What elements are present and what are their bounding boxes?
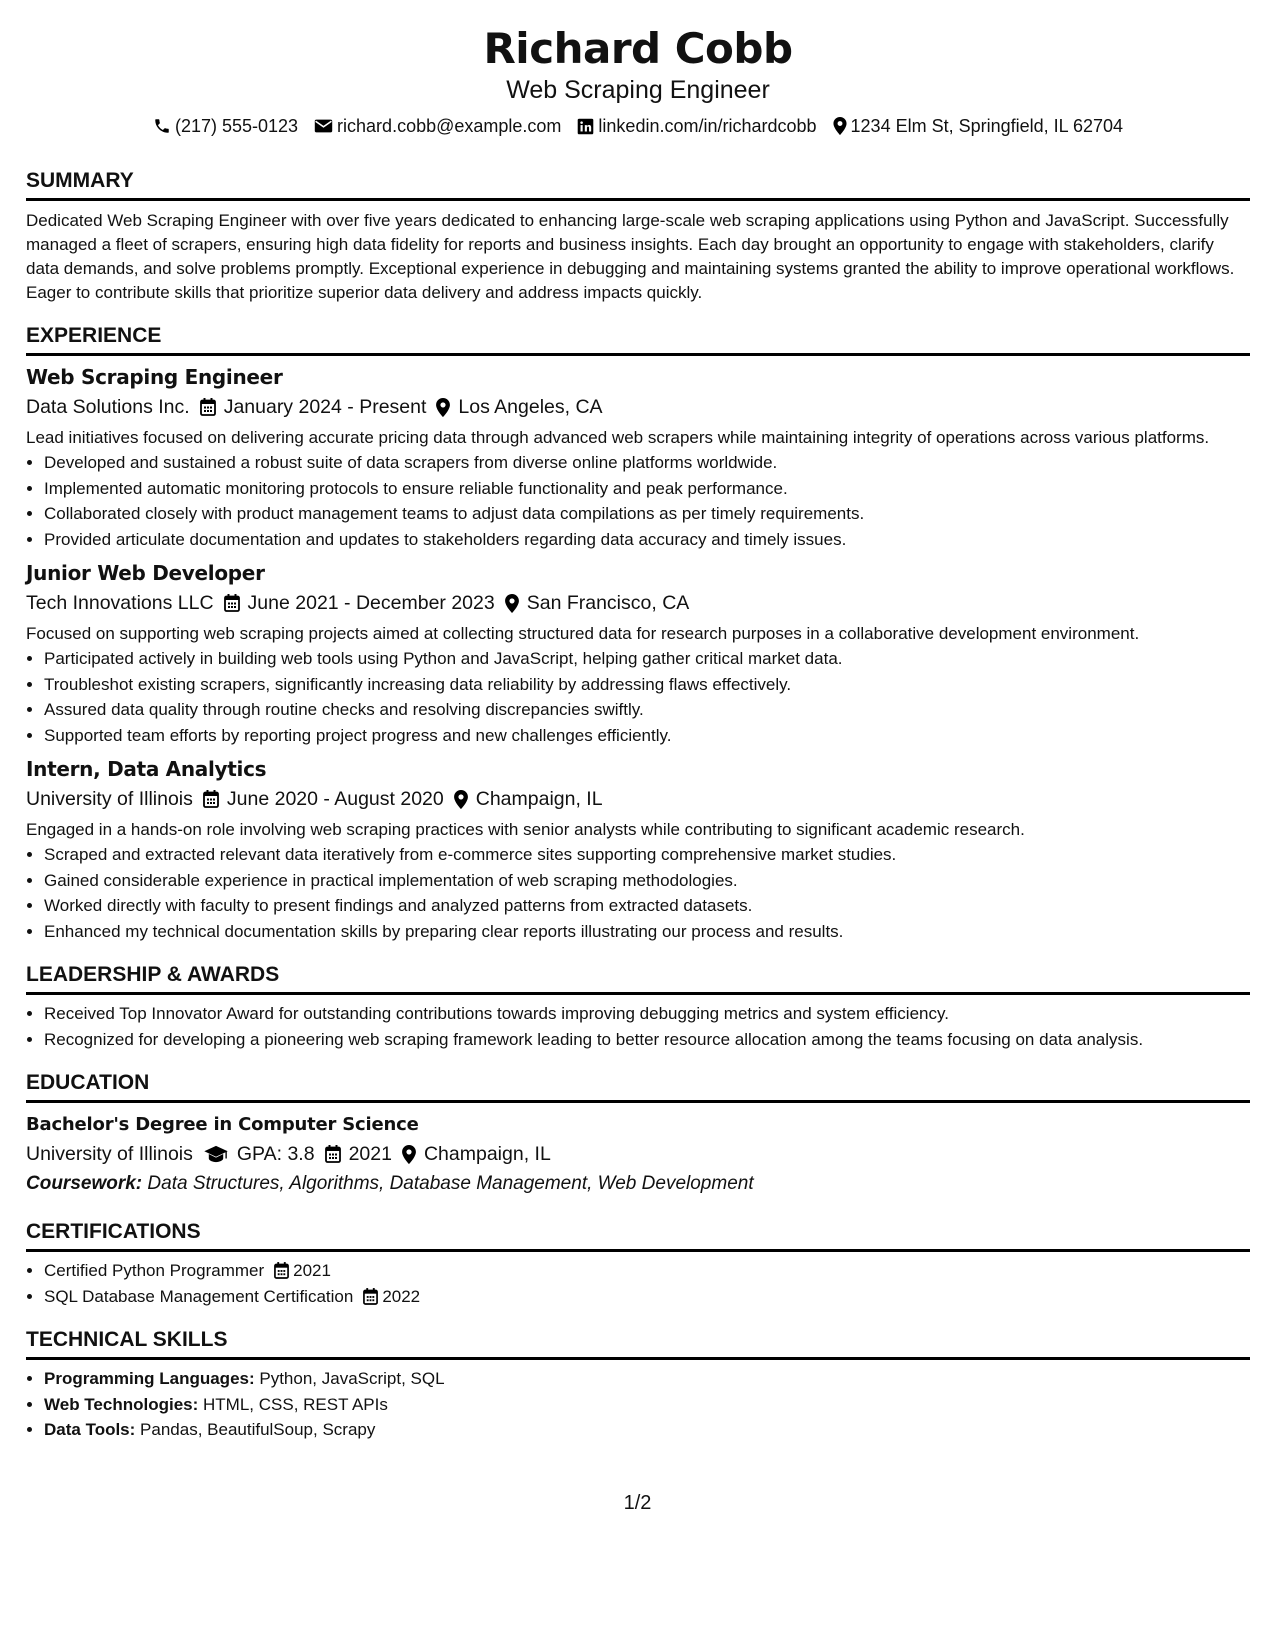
list-item xyxy=(44,1284,1250,1310)
gpa-text: GPA: 3.8 xyxy=(236,1143,315,1165)
skill-label: Programming Languages: xyxy=(44,1369,255,1388)
coursework-text: Data Structures, Algorithms, Database Management, Web Development xyxy=(147,1173,754,1194)
skill-label: Data Tools: xyxy=(44,1420,136,1439)
calendar-icon xyxy=(274,1262,289,1279)
skills-list xyxy=(26,1366,1250,1443)
job-location xyxy=(505,588,690,618)
cert-name: • Certified Python Programmer xyxy=(44,1261,265,1280)
list-item: • Provided articulate documentation and updates to stakeholders regarding data accuracy and timely issues. xyxy=(44,527,1250,553)
contact-linkedin[interactable] xyxy=(577,114,816,138)
dates-text: June 2020 - August 2020 xyxy=(226,788,444,810)
contact-phone xyxy=(153,114,298,138)
education-gpa xyxy=(203,1139,315,1169)
location-pin-icon xyxy=(505,594,519,613)
resume-page xyxy=(26,0,1250,1443)
calendar-icon xyxy=(325,1145,341,1163)
email-text: richard.cobb@example.com xyxy=(337,116,562,136)
address-text: 1234 Elm St, Springfield, IL 62704 xyxy=(850,116,1124,136)
list-item xyxy=(44,1258,1250,1284)
summary-heading: SUMMARY xyxy=(26,168,1250,201)
calendar-icon xyxy=(200,398,216,416)
job-description: Focused on supporting web scraping projects aimed at collecting structured data for research purposes in a collaborative development environment. xyxy=(26,624,1140,643)
leadership-heading: LEADERSHIP & AWARDS xyxy=(26,962,1250,995)
calendar-icon xyxy=(203,790,219,808)
skill-value: HTML, CSS, REST APIs xyxy=(203,1394,388,1414)
location-text: Champaign, IL xyxy=(475,788,603,810)
candidate-title: Web Scraping Engineer xyxy=(506,76,770,104)
location-pin-icon xyxy=(436,398,450,417)
envelope-icon xyxy=(314,118,333,134)
contact-line xyxy=(26,114,1250,138)
location-pin-icon xyxy=(833,117,847,135)
education-year xyxy=(325,1139,392,1169)
coursework-label: Coursework: xyxy=(26,1173,143,1194)
year-text: 2021 xyxy=(348,1143,392,1165)
cert-year: 2022 xyxy=(382,1286,421,1306)
location-text: Champaign, IL xyxy=(423,1143,551,1165)
cert-name: • SQL Database Management Certification xyxy=(44,1286,354,1306)
page-number: 1/2 xyxy=(623,1492,652,1514)
job-entry xyxy=(26,362,1250,552)
calendar-icon xyxy=(224,594,240,612)
job-entry xyxy=(26,754,1250,944)
job-dates xyxy=(224,588,495,618)
certifications-list xyxy=(26,1258,1250,1309)
graduation-cap-icon xyxy=(203,1145,229,1163)
company-name: University of Illinois xyxy=(26,788,193,810)
job-dates xyxy=(203,784,444,814)
job-title: Junior Web Developer xyxy=(26,561,265,585)
education-location xyxy=(402,1139,551,1169)
list-item: • Assured data quality through routine checks and resolving discrepancies swiftly. xyxy=(44,697,1250,723)
dates-text: January 2024 - Present xyxy=(223,396,427,418)
linkedin-text: linkedin.com/in/richardcobb xyxy=(598,116,817,136)
list-item: • Recognized for developing a pioneering web scraping framework leading to better resource allocation among the teams focusing on data analysis. xyxy=(44,1027,1250,1053)
list-item: • Worked directly with faculty to present findings and analyzed patterns from extracted datasets. xyxy=(44,893,1250,919)
skills-heading: TECHNICAL SKILLS xyxy=(26,1327,1250,1360)
skill-value: Python, JavaScript, SQL xyxy=(259,1369,445,1388)
job-location xyxy=(436,392,602,422)
list-item: • Participated actively in building web tools using Python and JavaScript, helping gather critical market data. xyxy=(44,646,1250,672)
experience-heading: EXPERIENCE xyxy=(26,323,1250,356)
company-name: Tech Innovations LLC xyxy=(26,592,214,614)
list-item: • Received Top Innovator Award for outstanding contributions towards improving debugging metrics and system efficiency. xyxy=(44,1001,1250,1027)
list-item xyxy=(44,1366,1250,1392)
calendar-icon xyxy=(363,1288,378,1305)
job-dates xyxy=(200,392,427,422)
job-entry xyxy=(26,558,1250,748)
candidate-name: Richard Cobb xyxy=(483,24,793,73)
list-item: • Supported team efforts by reporting project progress and new challenges efficiently. xyxy=(44,723,1250,749)
job-meta xyxy=(26,588,1250,618)
location-text: San Francisco, CA xyxy=(526,592,690,614)
job-title: Web Scraping Engineer xyxy=(26,365,283,389)
job-description: Engaged in a hands-on role involving web scraping practices with senior analysts while contributing to significant academic research. xyxy=(26,820,1025,839)
experience-list xyxy=(26,362,1250,944)
list-item: • Developed and sustained a robust suite of data scrapers from diverse online platforms worldwide. xyxy=(44,450,1250,476)
cert-year: 2021 xyxy=(293,1261,331,1280)
job-meta xyxy=(26,784,1250,814)
job-meta xyxy=(26,392,1250,422)
leadership-list xyxy=(26,1001,1250,1052)
list-item: • Scraped and extracted relevant data iteratively from e-commerce sites supporting comprehensive market studies. xyxy=(44,842,1250,868)
list-item: • Enhanced my technical documentation skills by preparing clear reports illustrating our process and results. xyxy=(44,919,1250,945)
certifications-heading: CERTIFICATIONS xyxy=(26,1219,1250,1252)
phone-text: (217) 555-0123 xyxy=(174,116,299,136)
list-item: • Collaborated closely with product management teams to adjust data compilations as per timely requirements. xyxy=(44,501,1250,527)
job-title: Intern, Data Analytics xyxy=(26,757,267,781)
dates-text: June 2021 - December 2023 xyxy=(247,592,495,614)
skill-value: Pandas, BeautifulSoup, Scrapy xyxy=(140,1420,376,1439)
education-heading: EDUCATION xyxy=(26,1070,1250,1103)
phone-icon xyxy=(153,117,171,135)
summary-text: Dedicated Web Scraping Engineer with over five years dedicated to enhancing large-scale web scraping applications using Python and JavaScript. Successfully managed a fleet of scrapers, ensuring high data fidelity for reports and business insights. Each day brought an opportunity to engage with stakeholders, clarify data demands, and solve problems promptly. Exceptional experience in debugging and maintaining systems granted the ability to improve operational workflows. Eager to contribute skills that prioritize superior data delivery and address impacts quickly. xyxy=(26,211,1235,302)
list-item xyxy=(44,1392,1250,1418)
company-name: Data Solutions Inc. xyxy=(26,396,190,418)
list-item xyxy=(44,1417,1250,1443)
location-pin-icon xyxy=(454,790,468,809)
job-description: Lead initiatives focused on delivering accurate pricing data through advanced web scrapers while maintaining integrity of operations across various platforms. xyxy=(26,428,1210,447)
location-text: Los Angeles, CA xyxy=(458,396,603,418)
job-bullets xyxy=(26,450,1250,552)
job-location xyxy=(454,784,603,814)
education-meta xyxy=(26,1139,1250,1169)
list-item: • Gained considerable experience in practical implementation of web scraping methodologies. xyxy=(44,868,1250,894)
coursework-line xyxy=(26,1169,1250,1199)
school-name: University of Illinois xyxy=(26,1143,193,1165)
linkedin-icon xyxy=(577,118,594,135)
contact-email[interactable] xyxy=(314,114,561,138)
list-item: • Implemented automatic monitoring protocols to ensure reliable functionality and peak performance. xyxy=(44,476,1250,502)
contact-address xyxy=(833,114,1124,138)
skill-label: Web Technologies: xyxy=(44,1394,199,1414)
degree-title: Bachelor's Degree in Computer Science xyxy=(26,1114,419,1135)
job-bullets xyxy=(26,646,1250,748)
location-pin-icon xyxy=(402,1145,416,1164)
list-item: • Troubleshot existing scrapers, significantly increasing data reliability by addressing flaws effectively. xyxy=(44,672,1250,698)
resume-header xyxy=(26,26,1250,138)
job-bullets xyxy=(26,842,1250,944)
